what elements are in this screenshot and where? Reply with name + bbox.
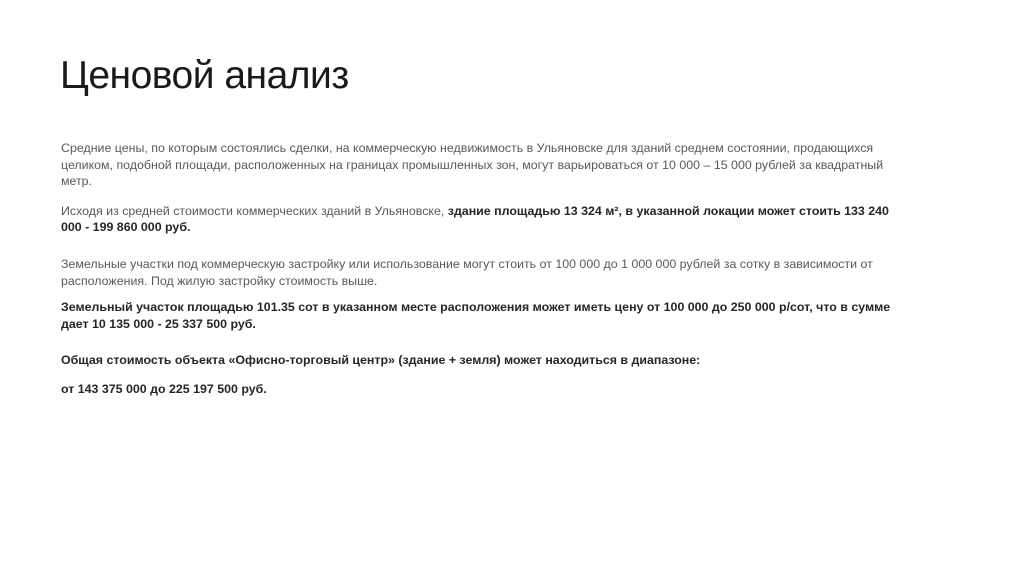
slide-body — [61, 140, 901, 398]
paragraph-total-cost-range: от 143 375 000 до 225 197 500 руб. — [61, 381, 267, 396]
paragraph-average-prices: Средние цены, по которым состоялись сделки, на коммерческую недвижимость в Ульяновске для зданий среднем состоянии, продающихся целиком, подобной площади, расположенных на границах промышленных зон, могут варьироваться от 10 000 – 15 000 рублей за квадратный метр. — [61, 141, 884, 189]
paragraph-land-plot-cost: Земельный участок площадью 101.35 сот в указанном месте расположения может иметь цену от 100 000 до 250 000 р/сот, что в сумме дает 10 135 000 - 25 337 500 руб. — [61, 300, 891, 331]
paragraph-land-prices: Земельные участки под коммерческую застройку или использование могут стоить от 100 000 до 1 000 000 рублей за сотку в зависимости от расположения. Под жилую застройку стоимость выше. — [61, 256, 873, 288]
building-cost-estimate: здание площадью 13 324 м², в указанной локации может стоить 133 240 000 - 199 860 000 руб. — [61, 203, 889, 235]
paragraph-building-cost — [61, 203, 901, 236]
paragraph-total-cost-label: Общая стоимость объекта «Офисно-торговый центр» (здание + земля) может находиться в диапазоне: — [61, 353, 701, 368]
slide-title: Ценовой анализ — [60, 54, 349, 97]
building-cost-intro: Исходя из средней стоимости коммерческих зданий в Ульяновске, — [61, 203, 448, 218]
